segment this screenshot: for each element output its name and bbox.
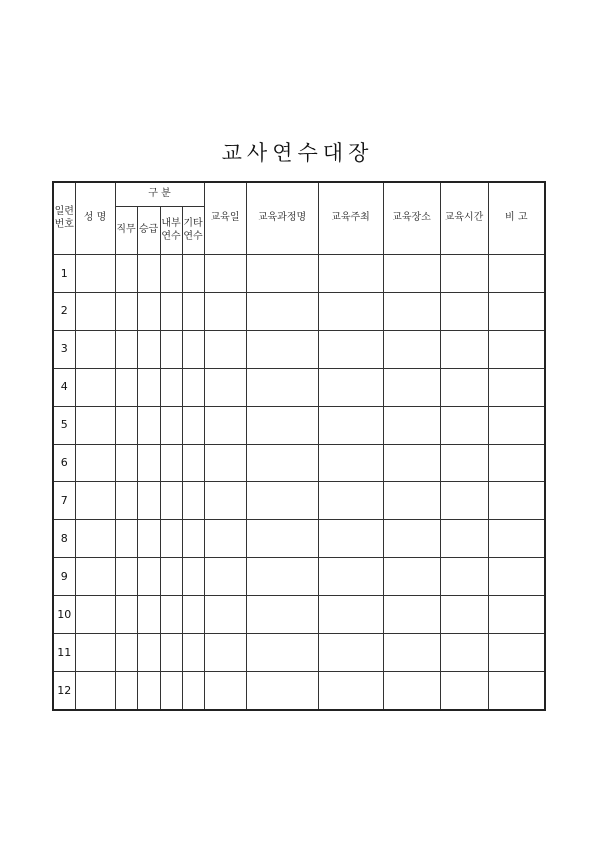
cell-hours[interactable] bbox=[440, 368, 488, 406]
cell-host[interactable] bbox=[318, 634, 383, 672]
cell-promotion[interactable] bbox=[137, 406, 160, 444]
cell-number: 12 bbox=[53, 671, 75, 710]
cell-internal[interactable] bbox=[160, 558, 182, 596]
cell-duty[interactable] bbox=[115, 330, 137, 368]
cell-hours[interactable] bbox=[440, 444, 488, 482]
cell-number: 6 bbox=[53, 444, 75, 482]
cell-name[interactable] bbox=[75, 596, 115, 634]
cell-course-name[interactable] bbox=[246, 482, 318, 520]
cell-duty[interactable] bbox=[115, 444, 137, 482]
cell-place[interactable] bbox=[383, 444, 440, 482]
cell-internal[interactable] bbox=[160, 596, 182, 634]
table-row bbox=[53, 482, 545, 520]
cell-edu-date[interactable] bbox=[204, 634, 246, 672]
header-other-bottom: 연수 bbox=[183, 230, 203, 242]
cell-edu-date[interactable] bbox=[204, 671, 246, 710]
ledger-body bbox=[53, 255, 545, 711]
header-name: 성 명 bbox=[75, 182, 115, 255]
cell-course-name[interactable] bbox=[246, 634, 318, 672]
cell-course-name[interactable] bbox=[246, 520, 318, 558]
cell-duty[interactable] bbox=[115, 292, 137, 330]
cell-course-name[interactable] bbox=[246, 406, 318, 444]
table-row bbox=[53, 330, 545, 368]
cell-remarks[interactable] bbox=[488, 634, 545, 672]
cell-hours[interactable] bbox=[440, 671, 488, 710]
cell-other[interactable] bbox=[182, 671, 204, 710]
cell-course-name[interactable] bbox=[246, 558, 318, 596]
cell-number: 7 bbox=[53, 482, 75, 520]
cell-course-name[interactable] bbox=[246, 255, 318, 293]
cell-hours[interactable] bbox=[440, 330, 488, 368]
cell-hours[interactable] bbox=[440, 558, 488, 596]
table-row bbox=[53, 444, 545, 482]
cell-duty[interactable] bbox=[115, 634, 137, 672]
cell-host[interactable] bbox=[318, 255, 383, 293]
cell-number: 3 bbox=[53, 330, 75, 368]
cell-internal[interactable] bbox=[160, 634, 182, 672]
cell-place[interactable] bbox=[383, 255, 440, 293]
cell-internal[interactable] bbox=[160, 482, 182, 520]
cell-remarks[interactable] bbox=[488, 330, 545, 368]
header-serial-number bbox=[53, 182, 75, 255]
cell-name[interactable] bbox=[75, 558, 115, 596]
cell-internal[interactable] bbox=[160, 406, 182, 444]
table-row bbox=[53, 368, 545, 406]
cell-hours[interactable] bbox=[440, 255, 488, 293]
cell-place[interactable] bbox=[383, 520, 440, 558]
cell-hours[interactable] bbox=[440, 520, 488, 558]
cell-number: 10 bbox=[53, 596, 75, 634]
cell-internal[interactable] bbox=[160, 255, 182, 293]
cell-edu-date[interactable] bbox=[204, 482, 246, 520]
cell-course-name[interactable] bbox=[246, 671, 318, 710]
cell-hours[interactable] bbox=[440, 406, 488, 444]
cell-promotion[interactable] bbox=[137, 671, 160, 710]
cell-duty[interactable] bbox=[115, 596, 137, 634]
cell-edu-date[interactable] bbox=[204, 520, 246, 558]
cell-number: 5 bbox=[53, 406, 75, 444]
cell-other[interactable] bbox=[182, 482, 204, 520]
cell-host[interactable] bbox=[318, 482, 383, 520]
cell-edu-date[interactable] bbox=[204, 444, 246, 482]
cell-host[interactable] bbox=[318, 292, 383, 330]
cell-edu-date[interactable] bbox=[204, 406, 246, 444]
table-row bbox=[53, 520, 545, 558]
cell-promotion[interactable] bbox=[137, 368, 160, 406]
header-host: 교육주최 bbox=[318, 182, 383, 255]
header-serial-top: 일련 bbox=[54, 206, 74, 217]
cell-course-name[interactable] bbox=[246, 368, 318, 406]
cell-course-name[interactable] bbox=[246, 596, 318, 634]
cell-host[interactable] bbox=[318, 368, 383, 406]
header-course-name: 교육과정명 bbox=[246, 182, 318, 255]
cell-place[interactable] bbox=[383, 292, 440, 330]
cell-other[interactable] bbox=[182, 520, 204, 558]
cell-course-name[interactable] bbox=[246, 444, 318, 482]
cell-remarks[interactable] bbox=[488, 596, 545, 634]
cell-place[interactable] bbox=[383, 596, 440, 634]
table-row bbox=[53, 634, 545, 672]
cell-hours[interactable] bbox=[440, 482, 488, 520]
cell-promotion[interactable] bbox=[137, 558, 160, 596]
cell-remarks[interactable] bbox=[488, 255, 545, 293]
training-ledger-table bbox=[52, 181, 546, 711]
cell-internal[interactable] bbox=[160, 520, 182, 558]
header-row-top bbox=[53, 182, 545, 207]
cell-number: 8 bbox=[53, 520, 75, 558]
cell-host[interactable] bbox=[318, 558, 383, 596]
cell-name[interactable] bbox=[75, 482, 115, 520]
cell-promotion[interactable] bbox=[137, 596, 160, 634]
header-internal-training bbox=[160, 207, 182, 255]
cell-host[interactable] bbox=[318, 671, 383, 710]
cell-duty[interactable] bbox=[115, 558, 137, 596]
cell-place[interactable] bbox=[383, 330, 440, 368]
cell-remarks[interactable] bbox=[488, 558, 545, 596]
cell-duty[interactable] bbox=[115, 482, 137, 520]
cell-internal[interactable] bbox=[160, 292, 182, 330]
cell-other[interactable] bbox=[182, 330, 204, 368]
cell-name[interactable] bbox=[75, 671, 115, 710]
table-row bbox=[53, 255, 545, 293]
cell-edu-date[interactable] bbox=[204, 368, 246, 406]
cell-other[interactable] bbox=[182, 292, 204, 330]
header-other-top: 기타 bbox=[183, 218, 203, 229]
header-remarks: 비 고 bbox=[488, 182, 545, 255]
cell-name[interactable] bbox=[75, 634, 115, 672]
table-row bbox=[53, 558, 545, 596]
cell-number: 4 bbox=[53, 368, 75, 406]
cell-place[interactable] bbox=[383, 634, 440, 672]
cell-promotion[interactable] bbox=[137, 255, 160, 293]
cell-remarks[interactable] bbox=[488, 520, 545, 558]
cell-hours[interactable] bbox=[440, 634, 488, 672]
cell-hours[interactable] bbox=[440, 596, 488, 634]
cell-place[interactable] bbox=[383, 558, 440, 596]
cell-place[interactable] bbox=[383, 406, 440, 444]
cell-number: 2 bbox=[53, 292, 75, 330]
header-other-training bbox=[182, 207, 204, 255]
cell-name[interactable] bbox=[75, 520, 115, 558]
cell-promotion[interactable] bbox=[137, 520, 160, 558]
cell-host[interactable] bbox=[318, 406, 383, 444]
header-internal-bottom: 연수 bbox=[161, 230, 181, 242]
cell-place[interactable] bbox=[383, 671, 440, 710]
cell-promotion[interactable] bbox=[137, 330, 160, 368]
cell-other[interactable] bbox=[182, 368, 204, 406]
cell-host[interactable] bbox=[318, 520, 383, 558]
header-duty: 직무 bbox=[115, 207, 137, 255]
cell-internal[interactable] bbox=[160, 368, 182, 406]
table-row bbox=[53, 406, 545, 444]
cell-other[interactable] bbox=[182, 255, 204, 293]
cell-duty[interactable] bbox=[115, 406, 137, 444]
cell-remarks[interactable] bbox=[488, 671, 545, 710]
cell-other[interactable] bbox=[182, 444, 204, 482]
header-serial-bottom: 번호 bbox=[54, 218, 74, 230]
cell-host[interactable] bbox=[318, 596, 383, 634]
header-category: 구 분 bbox=[115, 182, 204, 207]
cell-duty[interactable] bbox=[115, 368, 137, 406]
cell-course-name[interactable] bbox=[246, 292, 318, 330]
header-internal-top: 내부 bbox=[161, 218, 181, 229]
table-row bbox=[53, 596, 545, 634]
cell-name[interactable] bbox=[75, 255, 115, 293]
cell-edu-date[interactable] bbox=[204, 292, 246, 330]
cell-remarks[interactable] bbox=[488, 406, 545, 444]
cell-course-name[interactable] bbox=[246, 330, 318, 368]
cell-duty[interactable] bbox=[115, 671, 137, 710]
cell-other[interactable] bbox=[182, 558, 204, 596]
cell-name[interactable] bbox=[75, 330, 115, 368]
header-place: 교육장소 bbox=[383, 182, 440, 255]
cell-edu-date[interactable] bbox=[204, 330, 246, 368]
cell-remarks[interactable] bbox=[488, 482, 545, 520]
header-hours: 교육시간 bbox=[440, 182, 488, 255]
cell-name[interactable] bbox=[75, 406, 115, 444]
cell-internal[interactable] bbox=[160, 671, 182, 710]
cell-promotion[interactable] bbox=[137, 634, 160, 672]
cell-edu-date[interactable] bbox=[204, 255, 246, 293]
cell-hours[interactable] bbox=[440, 292, 488, 330]
table-row bbox=[53, 292, 545, 330]
cell-remarks[interactable] bbox=[488, 292, 545, 330]
cell-host[interactable] bbox=[318, 330, 383, 368]
cell-name[interactable] bbox=[75, 444, 115, 482]
cell-promotion[interactable] bbox=[137, 482, 160, 520]
cell-duty[interactable] bbox=[115, 520, 137, 558]
cell-place[interactable] bbox=[383, 482, 440, 520]
cell-host[interactable] bbox=[318, 444, 383, 482]
cell-edu-date[interactable] bbox=[204, 596, 246, 634]
table-row bbox=[53, 671, 545, 710]
cell-duty[interactable] bbox=[115, 255, 137, 293]
cell-other[interactable] bbox=[182, 406, 204, 444]
cell-other[interactable] bbox=[182, 596, 204, 634]
cell-promotion[interactable] bbox=[137, 444, 160, 482]
page-title: 교사연수대장 bbox=[221, 141, 374, 165]
cell-number: 9 bbox=[53, 558, 75, 596]
cell-name[interactable] bbox=[75, 368, 115, 406]
cell-internal[interactable] bbox=[160, 330, 182, 368]
cell-promotion[interactable] bbox=[137, 292, 160, 330]
cell-place[interactable] bbox=[383, 368, 440, 406]
cell-edu-date[interactable] bbox=[204, 558, 246, 596]
cell-number: 1 bbox=[53, 255, 75, 293]
header-promotion: 승급 bbox=[137, 207, 160, 255]
cell-internal[interactable] bbox=[160, 444, 182, 482]
header-edu-date: 교육일 bbox=[204, 182, 246, 255]
cell-remarks[interactable] bbox=[488, 368, 545, 406]
cell-other[interactable] bbox=[182, 634, 204, 672]
cell-remarks[interactable] bbox=[488, 444, 545, 482]
cell-number: 11 bbox=[53, 634, 75, 672]
cell-name[interactable] bbox=[75, 292, 115, 330]
